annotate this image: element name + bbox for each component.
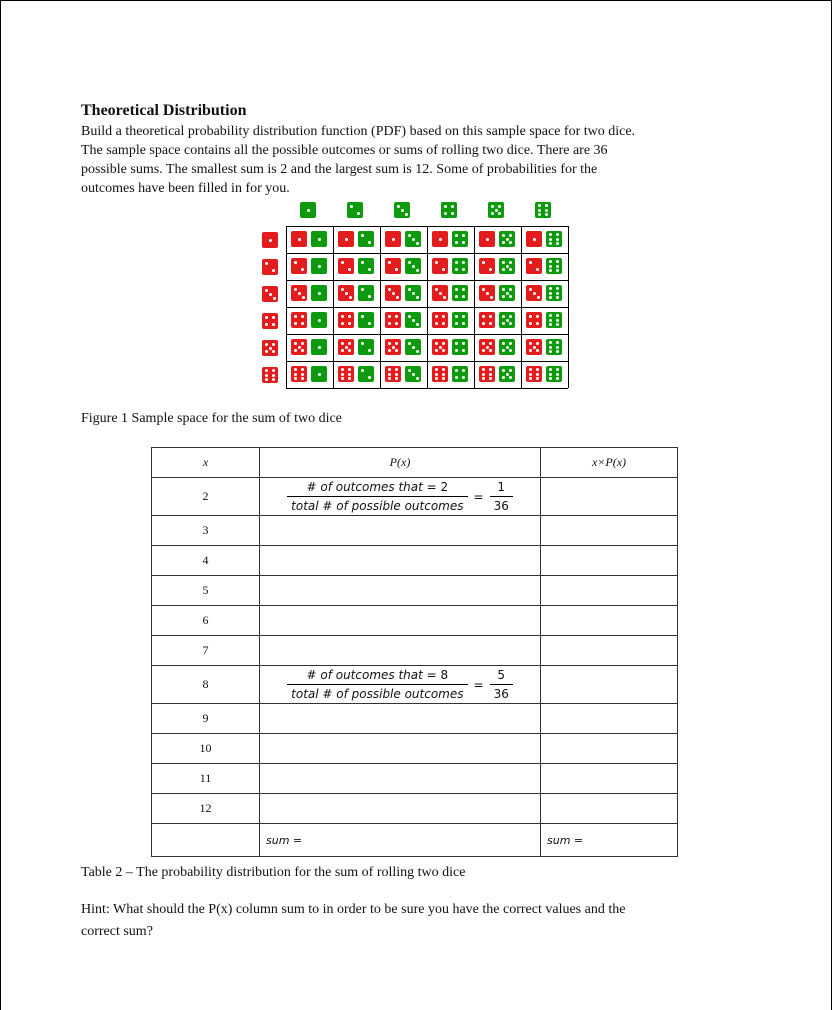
green-die-2-icon [358, 312, 374, 328]
red-die-1-icon [432, 231, 448, 247]
red-die-5-icon [432, 339, 448, 355]
px-cell [260, 794, 541, 824]
green-die-5-icon [499, 312, 515, 328]
green-die-4-icon [441, 202, 457, 218]
px-cell [260, 734, 541, 764]
green-die-1-icon [311, 339, 327, 355]
xpx-cell [541, 794, 678, 824]
px-cell [260, 546, 541, 576]
red-die-2-icon [432, 258, 448, 274]
green-die-1-icon [311, 366, 327, 382]
sum-row-x-cell [152, 824, 260, 857]
xpx-cell [541, 666, 678, 704]
px-cell [260, 704, 541, 734]
green-die-2-icon [358, 339, 374, 355]
green-die-6-icon [535, 202, 551, 218]
fraction-denominator: total # of possible outcomes [291, 499, 464, 513]
green-die-3-icon [394, 202, 410, 218]
table-row [152, 734, 678, 764]
fraction-numerator-value: = 2 [426, 480, 449, 494]
green-die-5-icon [499, 258, 515, 274]
red-die-6-icon [291, 366, 307, 382]
red-die-1-icon [291, 231, 307, 247]
hint-paragraph [81, 899, 761, 943]
probability-fraction [287, 480, 513, 513]
fraction-denominator: total # of possible outcomes [291, 687, 464, 701]
green-die-5-icon [499, 231, 515, 247]
table-row [152, 516, 678, 546]
header-px: P(x) [260, 448, 541, 478]
xpx-cell [541, 516, 678, 546]
grid-line [286, 361, 568, 362]
red-die-2-icon [262, 259, 278, 275]
sum-px-cell [260, 824, 541, 857]
equals-sign: = [473, 489, 484, 504]
table-row [152, 606, 678, 636]
intro-paragraph [81, 122, 741, 198]
px-cell [260, 606, 541, 636]
red-die-3-icon [291, 285, 307, 301]
red-die-1-icon [526, 231, 542, 247]
x-cell: 5 [152, 576, 260, 606]
table-row [152, 666, 678, 704]
table-caption: Table 2 – The probability distribution for the sum of rolling two dice [81, 865, 466, 880]
red-die-4-icon [338, 312, 354, 328]
probability-table [151, 447, 678, 857]
red-die-4-icon [385, 312, 401, 328]
red-die-6-icon [385, 366, 401, 382]
red-die-3-icon [526, 285, 542, 301]
green-die-5-icon [488, 202, 504, 218]
red-die-6-icon [338, 366, 354, 382]
red-die-4-icon [479, 312, 495, 328]
green-die-6-icon [546, 339, 562, 355]
grid-line [568, 226, 569, 388]
green-die-2-icon [347, 202, 363, 218]
green-die-5-icon [499, 285, 515, 301]
red-die-2-icon [385, 258, 401, 274]
red-die-5-icon [479, 339, 495, 355]
sum-row [152, 824, 678, 857]
red-die-5-icon [262, 340, 278, 356]
red-die-3-icon [262, 286, 278, 302]
px-cell [260, 636, 541, 666]
header-xpx: x×P(x) [541, 448, 678, 478]
green-die-6-icon [546, 366, 562, 382]
red-die-6-icon [262, 367, 278, 383]
green-die-4-icon [452, 285, 468, 301]
xpx-cell [541, 764, 678, 794]
green-die-6-icon [546, 312, 562, 328]
red-die-4-icon [262, 313, 278, 329]
green-die-3-icon [405, 312, 421, 328]
px-cell [260, 478, 541, 516]
xpx-cell [541, 576, 678, 606]
hint-line: correct sum? [81, 924, 153, 939]
grid-line [521, 226, 522, 388]
green-die-3-icon [405, 285, 421, 301]
red-die-2-icon [338, 258, 354, 274]
xpx-cell [541, 636, 678, 666]
fraction-numerator-text: # of outcomes that [306, 668, 427, 682]
header-x: x [152, 448, 260, 478]
red-die-2-icon [526, 258, 542, 274]
xpx-cell [541, 734, 678, 764]
red-die-4-icon [432, 312, 448, 328]
intro-line: The sample space contains all the possible outcomes or sums of rolling two dice. There are 36 [81, 143, 608, 158]
green-die-6-icon [546, 258, 562, 274]
red-die-3-icon [385, 285, 401, 301]
red-die-6-icon [526, 366, 542, 382]
table-row [152, 546, 678, 576]
grid-line [474, 226, 475, 388]
hint-line: Hint: What should the P(x) column sum to in order to be sure you have the correct values and the [81, 902, 626, 917]
fraction-numerator-value: = 8 [426, 668, 449, 682]
xpx-cell [541, 704, 678, 734]
green-die-3-icon [405, 231, 421, 247]
green-die-4-icon [452, 231, 468, 247]
green-die-3-icon [405, 339, 421, 355]
green-die-4-icon [452, 339, 468, 355]
green-die-2-icon [358, 258, 374, 274]
table-row [152, 704, 678, 734]
red-die-3-icon [338, 285, 354, 301]
grid-line [427, 226, 428, 388]
red-die-5-icon [338, 339, 354, 355]
green-die-6-icon [546, 231, 562, 247]
sum-xpx-label: sum = [547, 833, 584, 847]
table-header-row [152, 448, 678, 478]
x-cell: 7 [152, 636, 260, 666]
result-numerator: 5 [497, 668, 506, 682]
red-die-1-icon [385, 231, 401, 247]
red-die-4-icon [291, 312, 307, 328]
green-die-3-icon [405, 258, 421, 274]
green-die-4-icon [452, 258, 468, 274]
red-die-5-icon [526, 339, 542, 355]
result-numerator: 1 [497, 480, 506, 494]
green-die-1-icon [311, 312, 327, 328]
green-die-2-icon [358, 366, 374, 382]
intro-line: outcomes have been filled in for you. [81, 181, 290, 196]
sum-xpx-cell [541, 824, 678, 857]
x-cell: 2 [152, 478, 260, 516]
equals-sign: = [473, 677, 484, 692]
red-die-1-icon [479, 231, 495, 247]
green-die-4-icon [452, 312, 468, 328]
px-cell [260, 666, 541, 704]
green-die-1-icon [311, 258, 327, 274]
green-die-2-icon [358, 285, 374, 301]
table-row [152, 576, 678, 606]
x-cell: 10 [152, 734, 260, 764]
red-die-2-icon [479, 258, 495, 274]
table-row [152, 636, 678, 666]
px-cell [260, 764, 541, 794]
px-cell [260, 516, 541, 546]
table-row [152, 794, 678, 824]
x-cell: 11 [152, 764, 260, 794]
red-die-5-icon [291, 339, 307, 355]
table-row [152, 764, 678, 794]
green-die-4-icon [452, 366, 468, 382]
x-cell: 3 [152, 516, 260, 546]
intro-line: Build a theoretical probability distribution function (PDF) based on this sample space for two dice. [81, 124, 636, 139]
red-die-3-icon [479, 285, 495, 301]
section-title: Theoretical Distribution [81, 102, 247, 119]
red-die-6-icon [432, 366, 448, 382]
green-die-1-icon [311, 285, 327, 301]
green-die-5-icon [499, 366, 515, 382]
grid-line [286, 388, 568, 389]
red-die-5-icon [385, 339, 401, 355]
green-die-3-icon [405, 366, 421, 382]
red-die-1-icon [262, 232, 278, 248]
grid-line [286, 334, 568, 335]
intro-line: possible sums. The smallest sum is 2 and the largest sum is 12. Some of probabilities for the [81, 162, 598, 177]
red-die-1-icon [338, 231, 354, 247]
xpx-cell [541, 606, 678, 636]
result-denominator: 36 [490, 684, 513, 701]
sum-px-label: sum = [266, 833, 303, 847]
x-cell: 12 [152, 794, 260, 824]
probability-fraction [287, 668, 513, 701]
red-die-6-icon [479, 366, 495, 382]
px-cell [260, 576, 541, 606]
x-cell: 4 [152, 546, 260, 576]
green-die-5-icon [499, 339, 515, 355]
red-die-4-icon [526, 312, 542, 328]
green-die-1-icon [300, 202, 316, 218]
red-die-2-icon [291, 258, 307, 274]
green-die-6-icon [546, 285, 562, 301]
fraction-numerator-text: # of outcomes that [306, 480, 427, 494]
xpx-cell [541, 546, 678, 576]
x-cell: 9 [152, 704, 260, 734]
figure-caption: Figure 1 Sample space for the sum of two dice [81, 411, 342, 426]
red-die-3-icon [432, 285, 448, 301]
result-denominator: 36 [490, 496, 513, 513]
xpx-cell [541, 478, 678, 516]
green-die-1-icon [311, 231, 327, 247]
table-row [152, 478, 678, 516]
x-cell: 8 [152, 666, 260, 704]
x-cell: 6 [152, 606, 260, 636]
green-die-2-icon [358, 231, 374, 247]
